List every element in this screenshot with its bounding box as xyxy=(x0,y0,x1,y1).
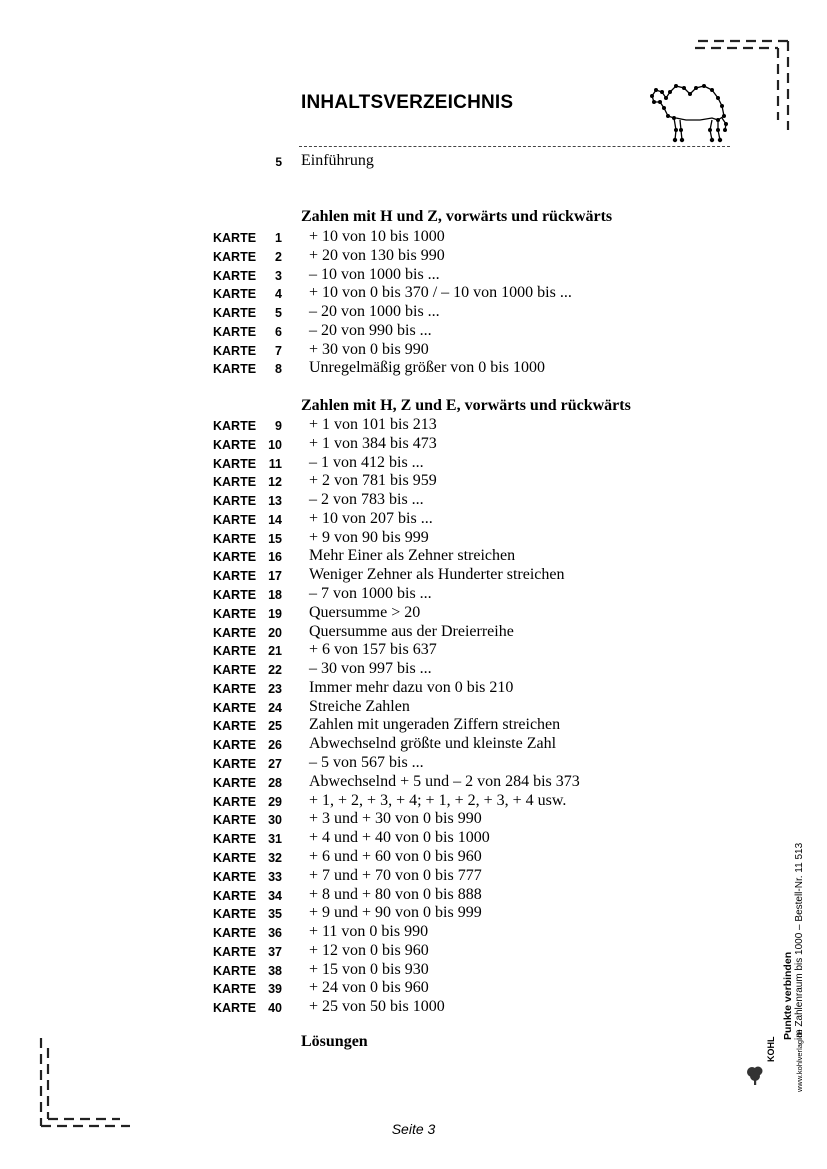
card-number: 35 xyxy=(268,907,282,922)
card-description: + 30 von 0 bis 990 xyxy=(309,340,429,358)
card-word: KARTE xyxy=(213,475,257,490)
toc-row xyxy=(0,454,700,473)
toc-row xyxy=(0,604,700,623)
card-word: KARTE xyxy=(213,249,257,264)
card-description: – 10 von 1000 bis ... xyxy=(309,265,440,283)
card-number: 30 xyxy=(268,813,282,828)
card-description: Quersumme > 20 xyxy=(309,603,421,621)
toc-row xyxy=(0,322,700,341)
toc-row xyxy=(0,284,700,303)
toc-row xyxy=(0,904,700,923)
card-number: 16 xyxy=(268,550,282,565)
card-number: 7 xyxy=(275,343,282,358)
card-label xyxy=(213,795,282,809)
card-number: 37 xyxy=(268,944,282,959)
card-number: 36 xyxy=(268,926,282,941)
card-word: KARTE xyxy=(213,982,257,997)
card-label xyxy=(213,626,282,640)
toc-row xyxy=(0,228,700,247)
card-number: 20 xyxy=(268,625,282,640)
card-label xyxy=(213,945,282,959)
card-number: 26 xyxy=(268,738,282,753)
card-number: 4 xyxy=(275,287,282,302)
card-description: + 25 von 50 bis 1000 xyxy=(309,998,445,1016)
card-description: – 5 von 567 bis ... xyxy=(309,754,424,772)
toc-row xyxy=(0,416,700,435)
card-label xyxy=(213,569,282,583)
card-description: + 10 von 207 bis ... xyxy=(309,509,433,527)
card-word: KARTE xyxy=(213,231,257,245)
card-description: + 1, + 2, + 3, + 4; + 1, + 2, + 3, + 4 usw. xyxy=(309,791,567,809)
card-description: + 6 von 157 bis 637 xyxy=(309,641,437,659)
card-label xyxy=(213,344,282,358)
card-number: 17 xyxy=(268,569,282,584)
card-number: 31 xyxy=(268,832,282,847)
section-heading: Zahlen mit H, Z und E, vorwärts und rückwärts xyxy=(301,397,631,414)
card-number: 5 xyxy=(275,306,282,321)
card-number: 8 xyxy=(275,362,282,377)
card-word: KARTE xyxy=(213,832,257,847)
card-description: – 20 von 990 bis ... xyxy=(309,321,432,339)
toc-row xyxy=(0,623,700,642)
card-number: 22 xyxy=(268,663,282,678)
card-description: + 9 von 90 bis 999 xyxy=(309,528,429,546)
card-description: + 6 und + 60 von 0 bis 960 xyxy=(309,847,482,865)
card-word: KARTE xyxy=(213,1001,257,1016)
toc-row xyxy=(0,792,700,811)
card-description: + 10 von 10 bis 1000 xyxy=(309,228,445,245)
card-word: KARTE xyxy=(213,343,257,358)
card-label xyxy=(213,889,282,903)
toc-row xyxy=(0,698,700,717)
card-label xyxy=(213,757,282,771)
card-label xyxy=(213,964,282,978)
toc-row xyxy=(0,529,700,548)
card-label xyxy=(213,475,282,489)
intro-page-number: 5 xyxy=(275,155,282,169)
card-word: KARTE xyxy=(213,419,257,433)
card-number: 18 xyxy=(268,588,282,603)
toc-row xyxy=(0,942,700,961)
card-number: 13 xyxy=(268,494,282,509)
card-label xyxy=(213,287,282,301)
card-word: KARTE xyxy=(213,794,257,809)
card-number: 23 xyxy=(268,681,282,696)
card-description: + 4 und + 40 von 0 bis 1000 xyxy=(309,829,490,847)
card-number: 1 xyxy=(275,231,282,245)
section-heading: Zahlen mit H und Z, vorwärts und rückwärts xyxy=(301,208,613,225)
card-label xyxy=(213,362,282,376)
card-number: 15 xyxy=(268,531,282,546)
card-label xyxy=(213,494,282,508)
card-number: 28 xyxy=(268,775,282,790)
card-number: 6 xyxy=(275,324,282,339)
card-number: 33 xyxy=(268,869,282,884)
card-number: 19 xyxy=(268,606,282,621)
card-label xyxy=(213,250,282,264)
card-word: KARTE xyxy=(213,494,257,509)
card-description: Mehr Einer als Zehner streichen xyxy=(309,547,516,565)
toc-row xyxy=(0,341,700,360)
card-label xyxy=(213,607,282,621)
toc-row xyxy=(0,979,700,998)
card-label xyxy=(213,644,282,658)
toc-row xyxy=(0,829,700,848)
card-number: 24 xyxy=(268,700,282,715)
card-label xyxy=(213,269,282,283)
title-divider xyxy=(299,146,730,147)
toc-row xyxy=(0,867,700,886)
card-label xyxy=(213,1001,282,1015)
card-label xyxy=(213,813,282,827)
toc-row xyxy=(0,641,700,660)
page-title: INHALTSVERZEICHNIS xyxy=(301,92,514,113)
toc-row xyxy=(0,566,700,585)
card-description: + 9 und + 90 von 0 bis 999 xyxy=(309,904,482,922)
card-word: KARTE xyxy=(213,963,257,978)
card-description: + 10 von 0 bis 370 / – 10 von 1000 bis ... xyxy=(309,284,572,302)
solutions-heading: Lösungen xyxy=(301,1033,368,1050)
card-word: KARTE xyxy=(213,362,257,377)
toc-row xyxy=(0,679,700,698)
card-number: 29 xyxy=(268,794,282,809)
card-label xyxy=(213,682,282,696)
card-description: – 30 von 997 bis ... xyxy=(309,660,432,678)
card-word: KARTE xyxy=(213,268,257,283)
card-description: – 20 von 1000 bis ... xyxy=(309,303,440,321)
card-label xyxy=(213,776,282,790)
card-label xyxy=(213,325,282,339)
card-number: 11 xyxy=(268,456,282,471)
card-label xyxy=(213,982,282,996)
card-label xyxy=(213,832,282,846)
toc-row xyxy=(0,961,700,980)
card-description: Quersumme aus der Dreierreihe xyxy=(309,622,514,640)
card-word: KARTE xyxy=(213,306,257,321)
product-info xyxy=(782,843,806,1040)
card-number: 25 xyxy=(268,719,282,734)
card-description: + 3 und + 30 von 0 bis 990 xyxy=(309,810,482,828)
toc-row xyxy=(0,735,700,754)
card-description: Weniger Zehner als Hunderter streichen xyxy=(309,566,565,584)
toc-row xyxy=(0,491,700,510)
card-label xyxy=(213,513,282,527)
card-description: + 2 von 781 bis 959 xyxy=(309,472,437,490)
toc-row xyxy=(0,716,700,735)
card-description: Streiche Zahlen xyxy=(309,697,410,715)
product-subtitle: im Zahlenraum bis 1000 – Bestell-Nr. 11 513 xyxy=(794,842,805,1040)
card-number: 27 xyxy=(268,757,282,772)
card-label xyxy=(213,419,282,433)
card-number: 3 xyxy=(275,268,282,283)
card-description: + 20 von 130 bis 990 xyxy=(309,246,445,264)
toc-row xyxy=(0,547,700,566)
card-label xyxy=(213,306,282,320)
card-label xyxy=(213,907,282,921)
card-number: 21 xyxy=(268,644,282,659)
card-description: Abwechselnd größte und kleinste Zahl xyxy=(309,735,557,753)
card-word: KARTE xyxy=(213,757,257,772)
card-description: – 7 von 1000 bis ... xyxy=(309,585,432,603)
card-word: KARTE xyxy=(213,907,257,922)
card-label xyxy=(213,438,282,452)
card-number: 2 xyxy=(275,249,282,264)
product-title: Punkte verbinden xyxy=(782,951,794,1040)
card-word: KARTE xyxy=(213,606,257,621)
card-label xyxy=(213,532,282,546)
intro-title: Einführung xyxy=(301,152,374,169)
card-word: KARTE xyxy=(213,588,257,603)
toc-row xyxy=(0,754,700,773)
card-description: + 1 von 384 bis 473 xyxy=(309,434,437,452)
card-description: + 24 von 0 bis 960 xyxy=(309,979,429,997)
card-label xyxy=(213,738,282,752)
card-word: KARTE xyxy=(213,738,257,753)
card-label xyxy=(213,457,282,471)
toc-row xyxy=(0,247,700,266)
card-word: KARTE xyxy=(213,663,257,678)
toc-row xyxy=(0,472,700,491)
page-footer: Seite 3 xyxy=(391,1121,436,1137)
card-word: KARTE xyxy=(213,813,257,828)
card-number: 14 xyxy=(268,512,282,527)
card-word: KARTE xyxy=(213,437,257,452)
card-description: Immer mehr dazu von 0 bis 210 xyxy=(309,678,514,696)
card-word: KARTE xyxy=(213,569,257,584)
card-number: 38 xyxy=(268,963,282,978)
card-label xyxy=(213,701,282,715)
toc-row xyxy=(0,923,700,942)
card-word: KARTE xyxy=(213,625,257,640)
card-description: + 12 von 0 bis 960 xyxy=(309,941,429,959)
card-word: KARTE xyxy=(213,456,257,471)
card-label xyxy=(213,663,282,677)
card-number: 9 xyxy=(275,419,282,433)
toc-row xyxy=(0,773,700,792)
toc-row xyxy=(0,359,700,378)
card-number: 12 xyxy=(268,475,282,490)
card-word: KARTE xyxy=(213,644,257,659)
card-word: KARTE xyxy=(213,869,257,884)
card-word: KARTE xyxy=(213,850,257,865)
card-label xyxy=(213,870,282,884)
card-word: KARTE xyxy=(213,775,257,790)
card-description: Abwechselnd + 5 und – 2 von 284 bis 373 xyxy=(309,772,580,790)
card-word: KARTE xyxy=(213,550,257,565)
card-word: KARTE xyxy=(213,926,257,941)
card-word: KARTE xyxy=(213,324,257,339)
card-label xyxy=(213,588,282,602)
card-number: 32 xyxy=(268,850,282,865)
card-label xyxy=(213,926,282,940)
card-word: KARTE xyxy=(213,700,257,715)
card-description: Unregelmäßig größer von 0 bis 1000 xyxy=(309,359,545,377)
card-word: KARTE xyxy=(213,944,257,959)
card-label xyxy=(213,231,282,245)
toc-row xyxy=(0,303,700,322)
toc-row xyxy=(0,886,700,905)
card-description: + 7 und + 70 von 0 bis 777 xyxy=(309,866,482,884)
publisher-logo-text: KOHL xyxy=(766,1036,776,1062)
camel-dot-drawing-icon xyxy=(646,80,732,146)
publisher-tree-logo-icon xyxy=(744,1064,766,1086)
card-description: + 1 von 101 bis 213 xyxy=(309,416,437,433)
card-word: KARTE xyxy=(213,888,257,903)
card-word: KARTE xyxy=(213,287,257,302)
toc-row xyxy=(0,435,700,454)
card-label xyxy=(213,719,282,733)
card-number: 34 xyxy=(268,888,282,903)
card-description: + 15 von 0 bis 930 xyxy=(309,960,429,978)
toc-row xyxy=(0,810,700,829)
card-label xyxy=(213,550,282,564)
toc-row xyxy=(0,848,700,867)
card-word: KARTE xyxy=(213,719,257,734)
toc-row xyxy=(0,585,700,604)
card-word: KARTE xyxy=(213,512,257,527)
card-number: 10 xyxy=(268,437,282,452)
corner-bracket-bottom-left xyxy=(34,1034,139,1134)
toc-row xyxy=(0,660,700,679)
publisher-url: www.kohlverlag.de xyxy=(795,1029,804,1092)
card-number: 40 xyxy=(268,1001,282,1016)
card-word: KARTE xyxy=(213,531,257,546)
card-description: + 11 von 0 bis 990 xyxy=(309,923,429,941)
card-description: + 8 und + 80 von 0 bis 888 xyxy=(309,885,482,903)
card-label xyxy=(213,851,282,865)
card-description: – 2 von 783 bis ... xyxy=(309,491,424,509)
card-description: – 1 von 412 bis ... xyxy=(309,453,424,471)
toc-row xyxy=(0,998,700,1017)
card-description: Zahlen mit ungeraden Ziffern streichen xyxy=(309,716,561,734)
card-word: KARTE xyxy=(213,681,257,696)
toc-row xyxy=(0,510,700,529)
toc-row xyxy=(0,266,700,285)
card-number: 39 xyxy=(268,982,282,997)
